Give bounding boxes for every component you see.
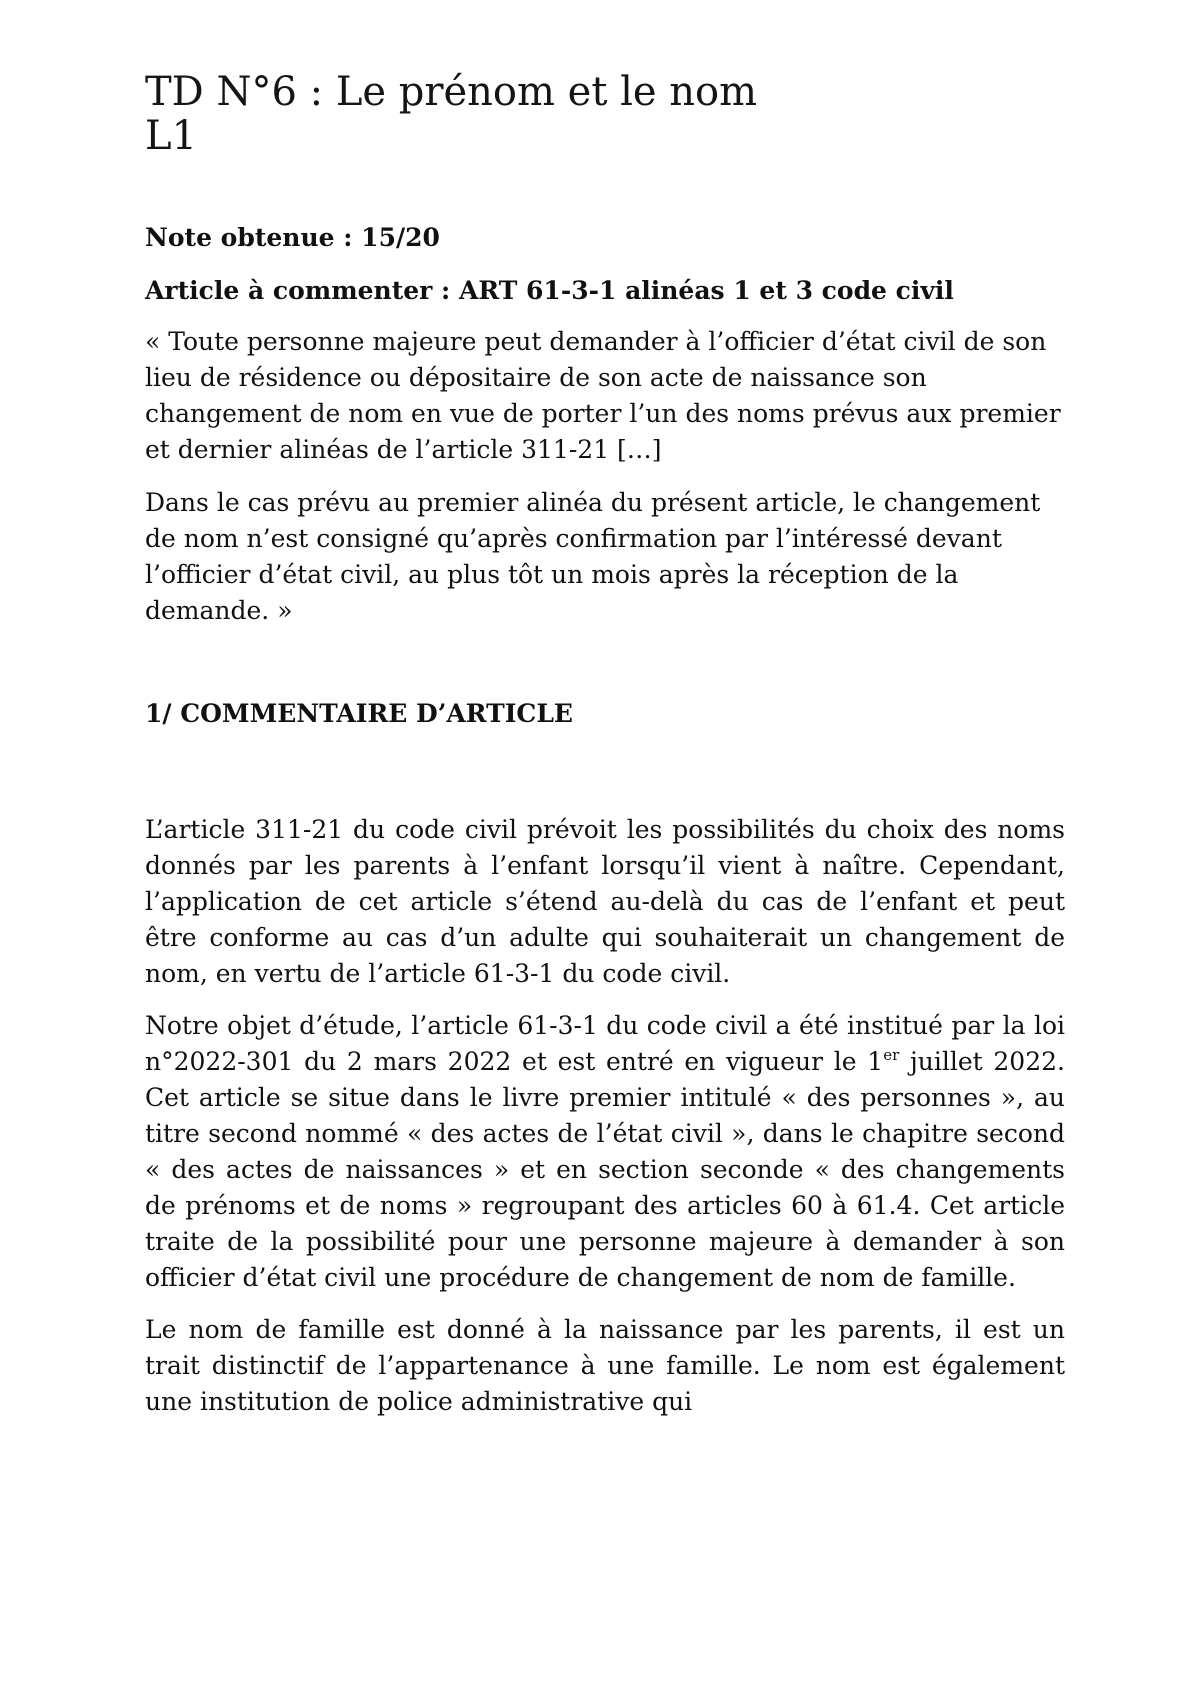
body-paragraph-3: Le nom de famille est donné à la naissance par les parents, il est un trait distinctif de l’appartenance à une famille. Le nom est également une institution de police administrative qui	[145, 1315, 1065, 1416]
article-reference: Article à commenter : ART 61-3-1 alinéas 1 et 3 code civil	[145, 276, 954, 305]
document-title-block	[145, 70, 1065, 158]
body-paragraph-1: L’article 311-21 du code civil prévoit les possibilités du choix des noms donnés par les parents à l’enfant lorsqu’il vient à naître. Cependant, l’application de cet article s’étend au-delà du cas de l’enfant et peut être conforme au cas d’un adulte qui souhaiterait un changement de nom, en vertu de l’article 61-3-1 du code civil.	[145, 815, 1065, 988]
document-title: TD N°6 : Le prénom et le nom	[145, 69, 758, 115]
body-paragraph-2	[145, 1008, 1065, 1296]
commentary-body	[145, 812, 1065, 1420]
quote-paragraph-1: « Toute personne majeure peut demander à l’officier d’état civil de son lieu de résidence ou dépositaire de son acte de naissance son changement de nom en vue de porter l’un des noms prévus aux premier et dernier alinéas de l’article 311-21 […]	[145, 327, 1061, 464]
course-level: L1	[145, 113, 198, 159]
grade-line: Note obtenue : 15/20	[145, 223, 440, 252]
quote-paragraph-2: Dans le cas prévu au premier alinéa du présent article, le changement de nom n’est consigné qu’après confirmation par l’intéressé devant l’officier d’état civil, au plus tôt un mois après la réception de la demande. »	[145, 488, 1041, 625]
document-content	[145, 70, 1065, 1420]
article-quote	[145, 324, 1065, 629]
ordinal-superscript: er	[883, 1046, 900, 1064]
body-paragraph-2-after-superscript: juillet 2022. Cet article se situe dans le livre premier intitulé « des personnes », au titre second nommé « des actes de l’état civil », dans le chapitre second « des actes de naissances » et en section seconde « des changements de prénoms et de noms » regroupant des articles 60 à 61.4. Cet article traite de la possibilité pour une personne majeure à demander à son officier d’état civil une procédure de changement de nom de famille.	[145, 1047, 1065, 1292]
body-paragraph-2-before-superscript: Notre objet d’étude, l’article 61-3-1 du code civil a été institué par la loi n°2022-301 du 2 mars 2022 et est entré en vigueur le 1	[145, 1011, 1065, 1076]
section-heading: 1/ COMMENTAIRE D’ARTICLE	[145, 699, 573, 728]
